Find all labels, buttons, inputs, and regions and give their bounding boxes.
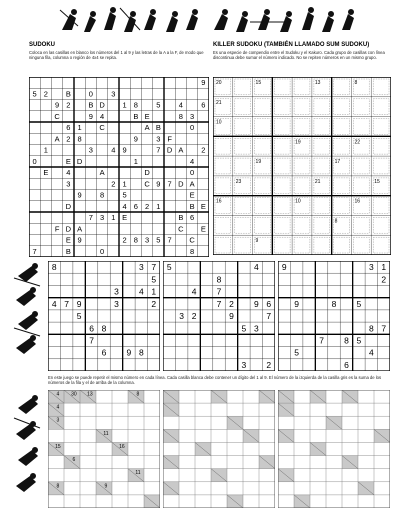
- sudoku-cell-value: 8: [138, 347, 144, 358]
- hex-cell-value: 2: [122, 235, 127, 245]
- sudoku-cell-value: 9: [229, 311, 234, 322]
- hex-cell-value: 8: [100, 190, 105, 200]
- hex-cell-value: 9: [55, 100, 60, 110]
- hex-cell-value: 8: [133, 235, 138, 245]
- sudoku-cell-value: 5: [76, 311, 82, 322]
- hex-cell-value: B: [65, 246, 71, 256]
- hex-cell-value: D: [99, 100, 105, 110]
- hex-cell-value: B: [155, 123, 161, 133]
- sudoku-cell-value: 4: [51, 298, 57, 309]
- sudoku-cell-value: 7: [216, 298, 222, 309]
- ninja-figures-kakuro-column-icon: [8, 388, 46, 513]
- hex-cell-value: A: [144, 123, 150, 133]
- hex-cell-value: 7: [167, 235, 172, 245]
- hex-cell-value: B: [65, 89, 71, 99]
- kakuro-clue: 6: [72, 457, 76, 464]
- hex-cell-value: 3: [88, 145, 93, 155]
- hex-cell-value: 9: [77, 235, 82, 245]
- cage-sum: 8: [354, 80, 358, 86]
- sudoku-grid-3: [278, 261, 390, 371]
- hex-cell-value: 3: [190, 111, 195, 121]
- cage-sum: 21: [216, 99, 222, 106]
- sudoku-cell-value: 6: [89, 323, 94, 334]
- sudoku-cell-value: 4: [138, 286, 144, 297]
- hex-cell-value: A: [54, 134, 60, 144]
- sudoku-cell-value: 3: [114, 298, 119, 309]
- hex-cell-value: 5: [122, 190, 127, 200]
- killer-title: KILLER SUDOKU (TAMBIÉN LLAMADO SUM SUDOKU): [213, 42, 370, 48]
- sudoku-cell-value: 3: [114, 286, 119, 297]
- sudoku-cell-value: 6: [344, 359, 349, 370]
- kakuro-grid-1: [48, 390, 160, 508]
- sudoku-description: Coloca en las casillas en blanco los números del 1 al 9 y las letras de la A a la F, de modo que ninguna fila, columna o región de 4x4 se repita.: [29, 50, 204, 60]
- kakuro-clue: 30: [71, 391, 77, 398]
- hex-cell-value: 9: [88, 111, 93, 121]
- sudoku-cell-value: 6: [101, 347, 107, 358]
- sudoku-cell-value: 5: [166, 262, 172, 273]
- hex-cell-value: B: [178, 213, 184, 223]
- sudoku-cell-value: 7: [216, 286, 222, 297]
- sudoku-cell-value: 3: [368, 262, 374, 273]
- cage-sum: 13: [314, 80, 321, 86]
- sudoku-cell-value: 8: [101, 323, 107, 334]
- hex-cell-value: 9: [122, 145, 127, 155]
- kakuro-clue: 16: [119, 443, 125, 450]
- cage-sum: 10: [295, 198, 301, 205]
- cage-sum: 21: [314, 178, 321, 185]
- hex-cell-value: 5: [156, 235, 161, 245]
- hex-cell-value: 4: [66, 168, 71, 178]
- hex-cell-value: 3: [145, 235, 150, 245]
- hex-cell-value: C: [189, 235, 195, 245]
- hex-cell-value: 2: [66, 100, 71, 110]
- hex-cell-value: 1: [122, 100, 127, 110]
- sudoku-cell-value: 7: [266, 311, 272, 322]
- hex-cell-value: E: [200, 224, 206, 234]
- hex-cell-value: 7: [32, 246, 37, 256]
- hex-cell-value: C: [178, 224, 184, 234]
- sudoku-cell-value: 1: [151, 286, 157, 297]
- hex-cell-value: A: [189, 179, 195, 189]
- kakuro-clue: 8: [56, 483, 60, 490]
- hex-cell-value: 0: [190, 168, 195, 178]
- kakuro-clue: 13: [87, 391, 93, 398]
- cage-sum: 19: [255, 159, 262, 166]
- hex-cell-value: 0: [32, 156, 37, 166]
- hex-cell-value: E: [144, 111, 150, 121]
- sudoku-cell-value: 1: [381, 262, 387, 273]
- hex-cell-value: 7: [156, 145, 161, 155]
- hex-cell-value: D: [76, 156, 83, 166]
- cage-sum: 8: [334, 218, 338, 225]
- killer-sudoku-grid: [213, 77, 391, 255]
- cage-sum: 17: [334, 159, 341, 166]
- sudoku-cell-value: 2: [229, 298, 234, 309]
- cage-sum: 16: [216, 198, 222, 205]
- hex-cell-value: E: [65, 156, 71, 166]
- sudoku-cell-value: 4: [253, 262, 259, 273]
- hex-sudoku-grid: [29, 77, 209, 257]
- kakuro-description: En este juego se puede repetir el mismo número en cada línea. Cada casilla blanca debe contener un dígito del 1 al 9. El número de la izquierda de la casilla gris es la suma de los números de la fila y el de arriba de la columna.: [48, 375, 382, 385]
- sudoku-cell-value: 9: [76, 298, 82, 309]
- sudoku-cell-value: 3: [253, 323, 259, 334]
- hex-cell-value: E: [43, 168, 49, 178]
- hex-cell-value: A: [77, 224, 83, 234]
- hex-cell-value: 8: [190, 246, 195, 256]
- hex-cell-value: 8: [133, 100, 138, 110]
- cage-sum: 20: [216, 80, 222, 86]
- hex-cell-value: 1: [43, 145, 48, 155]
- hex-cell-value: 9: [156, 179, 161, 189]
- sudoku-cell-value: 5: [241, 323, 247, 334]
- sudoku-title: SUDOKU: [29, 42, 56, 48]
- cage-sum: 10: [216, 119, 222, 126]
- sudoku-cell-value: 3: [138, 262, 144, 273]
- sudoku-cell-value: 7: [89, 335, 94, 346]
- hex-cell-value: 6: [201, 100, 206, 110]
- hex-cell-value: 8: [178, 111, 183, 121]
- hex-cell-value: 0: [190, 123, 195, 133]
- hex-cell-value: 1: [77, 123, 82, 133]
- hex-cell-value: 2: [66, 134, 71, 144]
- sudoku-cell-value: 8: [344, 335, 349, 346]
- sudoku-cell-value: 8: [368, 323, 374, 334]
- kakuro-clue: 3: [56, 417, 60, 424]
- hex-cell-value: 7: [88, 213, 93, 223]
- hex-cell-value: 0: [100, 246, 105, 256]
- sudoku-cell-value: 5: [151, 274, 157, 285]
- hex-cell-value: D: [166, 145, 173, 155]
- kakuro-clue: 9: [104, 483, 108, 490]
- sudoku-cell-value: 8: [331, 298, 337, 309]
- hex-cell-value: E: [65, 235, 71, 245]
- hex-cell-value: 4: [122, 201, 127, 211]
- sudoku-cell-value: 5: [356, 335, 362, 346]
- hex-cell-value: 2: [145, 201, 150, 211]
- hex-cell-value: 8: [77, 134, 82, 144]
- hex-cell-value: A: [178, 145, 184, 155]
- hex-cell-value: 6: [133, 201, 138, 211]
- sudoku-cell-value: 2: [266, 359, 272, 370]
- hex-cell-value: 9: [133, 134, 138, 144]
- kakuro-clue: 15: [55, 443, 61, 450]
- sudoku-cell-value: 7: [319, 335, 324, 346]
- hex-cell-value: 9: [77, 190, 82, 200]
- cage-sum: 15: [374, 178, 380, 185]
- hex-cell-value: C: [144, 179, 150, 189]
- hex-cell-value: A: [99, 168, 105, 178]
- hex-cell-value: E: [122, 213, 128, 223]
- hex-cell-value: 9: [201, 78, 206, 88]
- hex-cell-value: F: [54, 224, 60, 234]
- sudoku-cell-value: 2: [151, 298, 157, 309]
- hex-cell-value: 4: [178, 100, 183, 110]
- sudoku-cell-value: 8: [216, 274, 222, 285]
- sudoku-cell-value: 6: [266, 298, 272, 309]
- hex-cell-value: 2: [43, 89, 48, 99]
- sudoku-cell-value: 2: [191, 311, 197, 322]
- kakuro-clue: 4: [56, 404, 60, 411]
- sudoku-cell-value: 7: [151, 262, 157, 273]
- hex-cell-value: 7: [167, 179, 172, 189]
- sudoku-cell-value: 5: [294, 347, 300, 358]
- hex-cell-value: F: [167, 134, 172, 144]
- hex-cell-value: 1: [122, 179, 127, 189]
- hex-cell-value: 3: [100, 213, 105, 223]
- kakuro-clue: 11: [103, 430, 109, 437]
- kakuro-grid-3: [278, 390, 390, 508]
- sudoku-cell-value: 9: [294, 298, 300, 309]
- sudoku-cell-value: 7: [64, 298, 70, 309]
- hex-cell-value: D: [65, 224, 72, 234]
- hex-cell-value: 0: [88, 89, 93, 99]
- hex-cell-value: 3: [111, 89, 116, 99]
- hex-cell-value: D: [144, 168, 150, 178]
- cage-sum: 19: [295, 139, 301, 146]
- hex-cell-value: E: [189, 190, 195, 200]
- cage-sum: 22: [354, 139, 361, 146]
- sudoku-cell-value: 8: [51, 262, 57, 273]
- kakuro-clue: 11: [135, 470, 141, 477]
- sudoku-cell-value: 3: [179, 311, 185, 322]
- kakuro-clue: 8: [136, 391, 140, 398]
- hex-cell-value: B: [133, 111, 139, 121]
- hex-cell-value: 5: [32, 89, 37, 99]
- hex-cell-value: E: [200, 201, 206, 211]
- hex-cell-value: 4: [111, 145, 116, 155]
- cage-sum: 16: [354, 198, 361, 205]
- hex-cell-value: 1: [133, 156, 138, 166]
- sudoku-cell-value: 7: [381, 323, 387, 334]
- hex-cell-value: 3: [66, 179, 71, 189]
- hex-cell-value: D: [65, 201, 72, 211]
- sudoku-cell-value: 2: [381, 274, 387, 285]
- sudoku-cell-value: 9: [126, 347, 132, 358]
- hex-cell-value: C: [99, 123, 105, 133]
- hex-cell-value: 4: [190, 156, 195, 166]
- sudoku-cell-value: 4: [368, 347, 374, 358]
- hex-cell-value: B: [88, 100, 94, 110]
- hex-cell-value: 6: [190, 213, 195, 223]
- sudoku-grid-1: [48, 261, 160, 371]
- hex-cell-value: 2: [201, 145, 206, 155]
- hex-cell-value: B: [189, 201, 195, 211]
- sudoku-cell-value: 4: [191, 286, 197, 297]
- killer-description: Es una especie de compendio entre el Sudoku y el Kakuro. Cada grupo de casillas con línea discontinua debe sumar el número indicado. No se repiten números en un mismo grupo.: [213, 50, 385, 60]
- sudoku-cell-value: 3: [241, 359, 247, 370]
- hex-cell-value: D: [178, 179, 184, 189]
- ninja-figures-left-column-icon: [8, 258, 46, 368]
- kakuro-grid-2: [163, 390, 275, 508]
- cage-sum: 23: [235, 178, 242, 185]
- cage-sum: 9: [255, 238, 259, 245]
- hex-cell-value: 3: [156, 134, 161, 144]
- hex-cell-value: 5: [156, 100, 161, 110]
- sudoku-cell-value: 5: [356, 298, 362, 309]
- hex-cell-value: 1: [111, 213, 116, 223]
- sudoku-cell-value: 9: [281, 262, 287, 273]
- cage-sum: 15: [255, 80, 262, 86]
- sudoku-cell-value: 9: [253, 298, 259, 309]
- hex-cell-value: 2: [111, 179, 116, 189]
- kakuro-clue: 4: [56, 391, 60, 398]
- sudoku-grid-2: [163, 261, 275, 371]
- ninja-banner-icon: [0, 0, 420, 40]
- hex-cell-value: C: [54, 111, 60, 121]
- hex-cell-value: 1: [156, 201, 161, 211]
- hex-cell-value: 4: [100, 111, 105, 121]
- hex-cell-value: 6: [66, 123, 71, 133]
